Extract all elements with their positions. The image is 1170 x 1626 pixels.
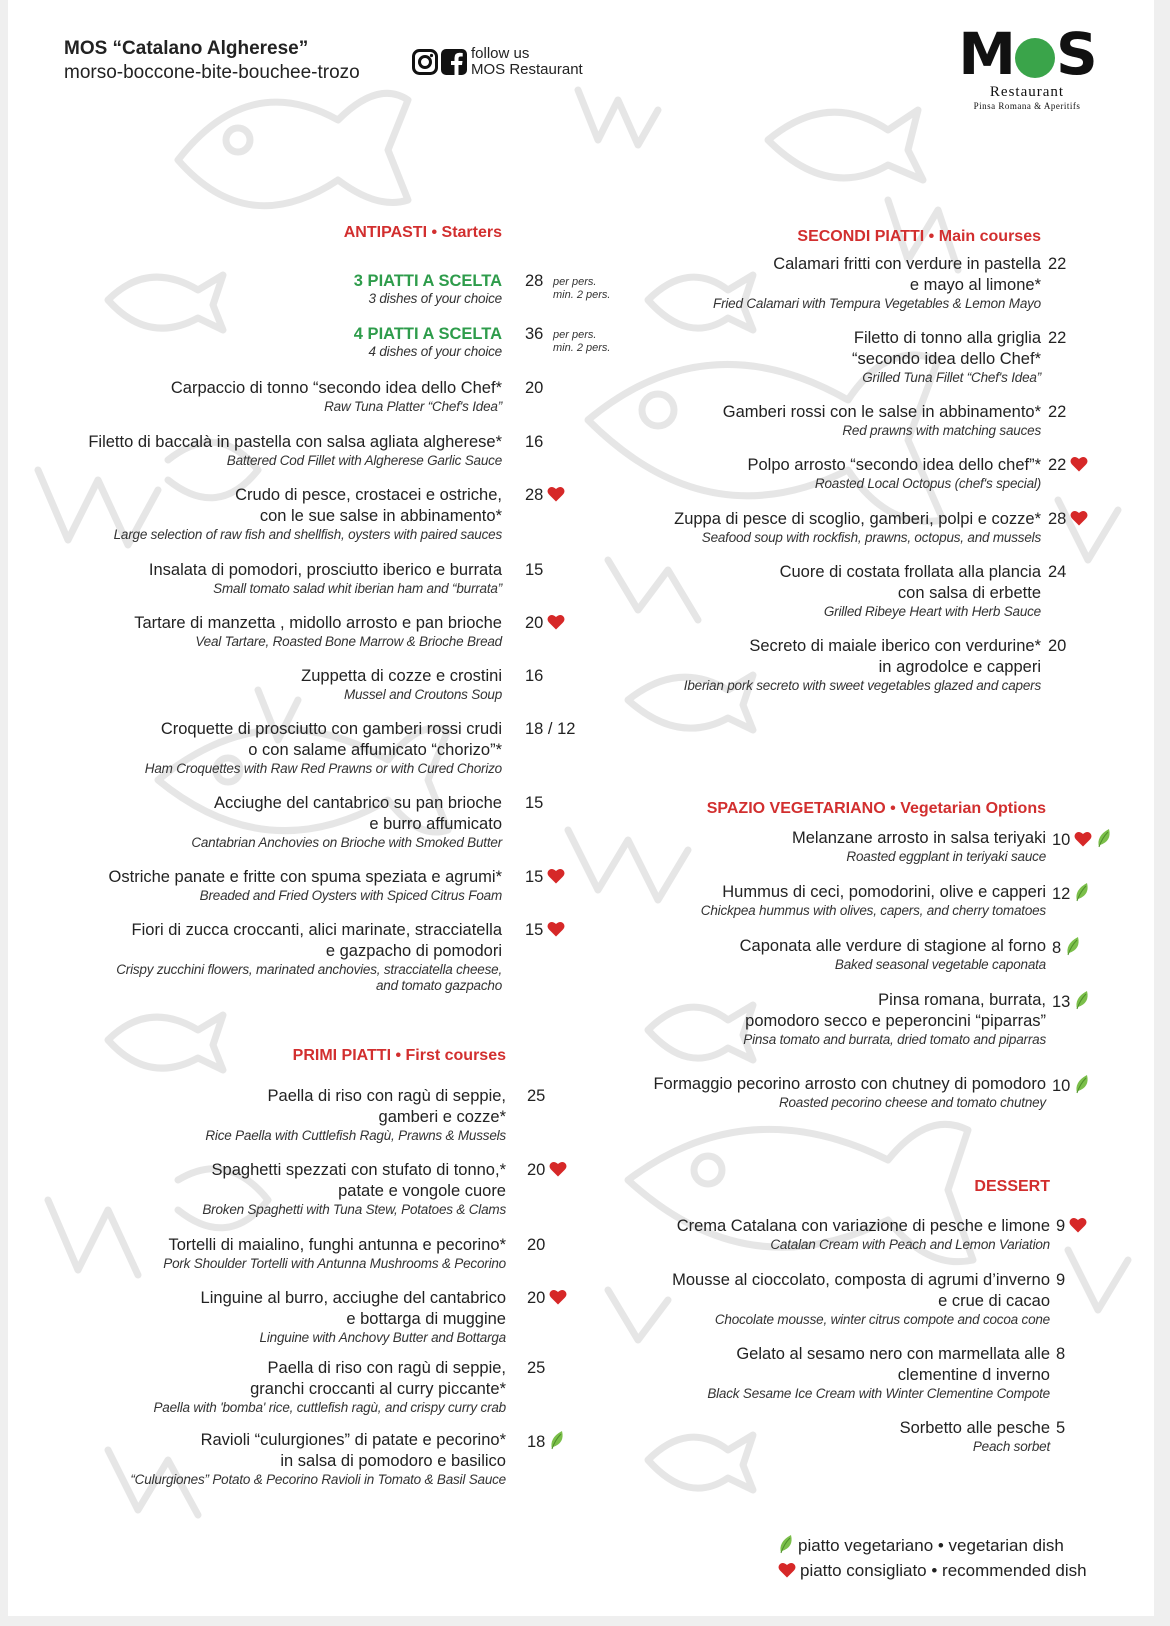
heart-icon [549, 1289, 567, 1305]
menu-item [8, 1430, 506, 1488]
item-name: Mousse al cioccolato, composta di agrumi d’inverno e crue di cacao [672, 1271, 1050, 1310]
item-description-en: Large selection of raw fish and shellfish, oysters with paired sauces [113, 527, 502, 542]
section-heading-dessert: DESSERT [974, 1178, 1050, 1195]
item-name: Gamberi rossi con le salse in abbinamento* [722, 403, 1041, 421]
legend-recommended: piatto consigliato • recommended dish [778, 1561, 1087, 1581]
brand-subtitle: morso-boccone-bite-bouchee-trozo [64, 62, 360, 83]
item-name: Polpo arrosto “secondo idea dello chef”* [747, 456, 1041, 474]
item-price: 5 [1056, 1419, 1066, 1437]
heart-icon [1070, 510, 1088, 526]
leaf-icon [1074, 1074, 1090, 1094]
item-description-en: Mussel and Croutons Soup [343, 687, 502, 702]
menu-item [8, 867, 502, 904]
heart-icon [547, 486, 565, 502]
item-description-en: Roasted Local Octopus (chef's special) [814, 476, 1041, 491]
item-price: 20 [525, 379, 544, 397]
item-name: Zuppetta di cozze e crostini [301, 667, 502, 685]
menu-item [581, 455, 1041, 492]
item-price: 12 [1052, 882, 1090, 905]
item-description-en: Grilled Tuna Fillet “Chef's Idea” [862, 370, 1041, 385]
leaf-icon [778, 1534, 794, 1554]
item-description-en: Baked seasonal vegetable caponata [834, 957, 1046, 972]
item-price: 20 [527, 1288, 567, 1309]
item-description-en: Chocolate mousse, winter citrus compote and cocoa cone [714, 1312, 1050, 1327]
section-heading-vegetariano: SPAZIO VEGETARIANO • Vegetarian Options [706, 800, 1046, 817]
menu-item [8, 560, 502, 597]
logo-wordmark: M S [958, 20, 1096, 88]
item-price: 20 [1048, 637, 1067, 655]
item-name: Paella di riso con ragù di seppie, granchi croccanti al curry piccante* [250, 1359, 506, 1398]
per-person-note: per pers. min. 2 pers. [553, 329, 611, 354]
item-price: 36 [525, 325, 544, 343]
item-description-en: Peach sorbet [972, 1439, 1050, 1454]
menu-item [8, 485, 502, 543]
item-description-en: Catalan Cream with Peach and Lemon Variation [770, 1237, 1050, 1252]
item-description-en: Breaded and Fried Oysters with Spiced Citrus Foam [199, 888, 502, 903]
item-price: 10 [1052, 828, 1112, 851]
follow-us-text: follow us MOS Restaurant [471, 45, 583, 78]
menu-item [581, 328, 1041, 386]
item-description-en: Cantabrian Anchovies on Brioche with Smoked Butter [191, 835, 502, 850]
item-description-en: Roasted pecorino cheese and tomato chutney [778, 1095, 1046, 1110]
item-description-en: Battered Cod Fillet with Algherese Garlic Sauce [226, 453, 502, 468]
item-description-en: Small tomato salad whit iberian ham and “burrata” [213, 581, 502, 596]
item-name: Pinsa romana, burrata, pomodoro secco e peperoncini “piparras” [745, 991, 1046, 1030]
heart-icon [547, 921, 565, 937]
item-description-en: Raw Tuna Platter “Chef's Idea” [324, 399, 502, 414]
restaurant-logo [952, 20, 1102, 111]
menu-item [590, 1418, 1050, 1455]
brand-header [64, 38, 360, 84]
logo-tagline: Pinsa Romana & Aperitifs [973, 101, 1081, 111]
item-price: 22 [1048, 255, 1067, 273]
section-heading-antipasti: ANTIPASTI • Starters [343, 224, 502, 241]
logo-green-circle [1015, 38, 1055, 78]
item-name: Filetto di tonno alla griglia “secondo idea dello Chef* [852, 329, 1041, 368]
item-name: Gelato al sesamo nero con marmellata alle clementine d inverno [736, 1345, 1050, 1384]
item-description-en: Red prawns with matching sauces [842, 423, 1041, 438]
per-person-note: per pers. min. 2 pers. [553, 276, 611, 301]
item-price: 25 [527, 1359, 546, 1377]
item-description-en: Pork Shoulder Tortelli with Antunna Mushrooms & Pecorino [163, 1256, 506, 1271]
item-description-en: Roasted eggplant in teriyaki sauce [846, 849, 1046, 864]
item-price: 16 [525, 433, 544, 451]
menu-item [8, 1358, 506, 1416]
menu-item [8, 432, 502, 469]
item-name: Ravioli “culurgiones” di patate e pecorino* in salsa di pomodoro e basilico [200, 1431, 506, 1470]
item-name: Crudo di pesce, crostacei e ostriche, con le sue salse in abbinamento* [235, 486, 502, 525]
menu-item [8, 920, 502, 994]
item-description-en: Grilled Ribeye Heart with Herb Sauce [823, 604, 1041, 619]
item-name: Calamari fritti con verdure in pastella e mayo al limone* [773, 255, 1041, 294]
item-description-en: Seafood soup with rockfish, prawns, octopus, and mussels [701, 530, 1041, 545]
item-name: Fiori di zucca croccanti, alici marinate, stracciatella e gazpacho di pomodori [131, 921, 502, 960]
menu-item [581, 254, 1041, 312]
menu-item [8, 666, 502, 703]
heart-icon [1074, 831, 1092, 847]
item-price: 24 [1048, 563, 1067, 581]
item-description-en: Ham Croquettes with Raw Red Prawns or with Cured Chorizo [144, 761, 502, 776]
heart-icon [778, 1562, 796, 1578]
item-name: Spaghetti spezzati con stufato di tonno,* patate e vongole cuore [211, 1161, 506, 1200]
item-description-en: Paella with 'bomba' rice, cuttlefish ragù, and crispy curry crab [153, 1400, 506, 1415]
item-name: Carpaccio di tonno “secondo idea dello Chef* [170, 379, 502, 397]
menu-item [8, 378, 502, 415]
heart-icon [1070, 456, 1088, 472]
menu-item [586, 990, 1046, 1048]
item-description-en: “Culurgiones” Potato & Pecorino Ravioli in Tomato & Basil Sauce [130, 1472, 506, 1487]
item-name: Tartare di manzetta , midollo arrosto e pan brioche [134, 614, 502, 632]
menu-item [8, 613, 502, 650]
menu-item [581, 509, 1041, 546]
item-price: 16 [525, 667, 544, 685]
item-name: Paella di riso con ragù di seppie, gamberi e cozze* [267, 1087, 506, 1126]
item-name: Crema Catalana con variazione di pesche e limone [676, 1217, 1050, 1235]
item-name: Insalata di pomodori, prosciutto iberico e burrata [148, 561, 502, 579]
menu-item [8, 1160, 506, 1218]
menu-item [590, 1344, 1050, 1402]
item-price: 9 [1056, 1271, 1066, 1289]
item-name: Cuore di costata frollata alla plancia con salsa di erbette [779, 563, 1041, 602]
item-price: 9 [1056, 1216, 1087, 1237]
social-links[interactable] [412, 46, 583, 78]
item-price: 15 [525, 794, 544, 812]
item-description-en: Chickpea hummus with olives, capers, and cherry tomatoes [700, 903, 1046, 918]
menu-item [8, 1086, 506, 1144]
item-description-en: Crispy zucchini flowers, marinated anchovies, stracciatella cheese, and tomato gazpacho [116, 962, 502, 993]
item-description-en: Broken Spaghetti with Tuna Stew, Potatoes & Clams [202, 1202, 506, 1217]
facebook-icon[interactable] [441, 49, 467, 75]
menu-item [581, 636, 1041, 694]
item-name: Melanzane arrosto in salsa teriyaki [791, 829, 1046, 847]
item-price: 20 [527, 1236, 546, 1254]
section-heading-primi: PRIMI PIATTI • First courses [292, 1047, 506, 1064]
item-description-en: Black Sesame Ice Cream with Winter Clementine Compote [707, 1386, 1050, 1401]
logo-restaurant: Restaurant [989, 84, 1065, 100]
item-name: Acciughe del cantabrico su pan brioche e burro affumicato [213, 794, 502, 833]
brand-title: MOS “Catalano Algherese” [64, 38, 309, 59]
item-name: Tortelli di maialino, funghi antunna e pecorino* [168, 1236, 506, 1254]
item-name: Caponata alle verdure di stagione al forno [739, 937, 1046, 955]
menu-item [8, 719, 502, 777]
item-name: Formaggio pecorino arrosto con chutney di pomodoro [653, 1075, 1046, 1093]
menu-item [8, 793, 502, 851]
item-price: 13 [1052, 990, 1090, 1013]
leaf-icon [1074, 990, 1090, 1010]
leaf-icon [1065, 936, 1081, 956]
item-name: Filetto di baccalà in pastella con salsa agliata algherese* [88, 433, 502, 451]
heart-icon [1069, 1217, 1087, 1233]
item-description-en: Linguine with Anchovy Butter and Bottarga [259, 1330, 506, 1345]
leaf-icon [1074, 882, 1090, 902]
menu-item [581, 562, 1041, 620]
item-description-en: Veal Tartare, Roasted Bone Marrow & Brioche Bread [195, 634, 502, 649]
instagram-icon[interactable] [412, 49, 438, 75]
item-name: Hummus di ceci, pomodorini, olive e capperi [722, 883, 1046, 901]
menu-item [590, 1216, 1050, 1253]
heart-icon [547, 614, 565, 630]
item-name: Sorbetto alle pesche [899, 1419, 1050, 1437]
item-name: Linguine al burro, acciughe del cantabrico e bottarga di muggine [200, 1289, 506, 1328]
item-description-en: Pinsa tomato and burrata, dried tomato and piparras [743, 1032, 1046, 1047]
item-name: Zuppa di pesce di scoglio, gamberi, polpi e cozze* [674, 510, 1041, 528]
heart-icon [549, 1161, 567, 1177]
item-name: Croquette di prosciutto con gamberi rossi crudi o con salame affumicato “chorizo”* [160, 720, 502, 759]
item-price: 18 / 12 [525, 720, 576, 738]
menu-page [8, 0, 1154, 1616]
item-price: 8 [1056, 1345, 1066, 1363]
menu-item [586, 882, 1046, 919]
menu-item: 3 PIATTI A SCELTA 3 dishes of your choice [353, 272, 502, 306]
menu-item [8, 1235, 506, 1272]
item-price: 20 [525, 613, 565, 634]
item-description-en: Rice Paella with Cuttlefish Ragù, Prawns & Mussels [205, 1128, 506, 1143]
menu-item [590, 1270, 1050, 1328]
leaf-icon [1096, 828, 1112, 848]
item-price: 20 [527, 1160, 567, 1181]
menu-item [586, 936, 1046, 973]
item-price: 8 [1052, 936, 1081, 959]
item-price: 15 [525, 920, 565, 941]
item-price: 28 [525, 272, 544, 290]
item-price: 28 [525, 485, 565, 506]
leaf-icon [549, 1430, 565, 1450]
menu-item [586, 828, 1046, 865]
item-description-en: Iberian pork secreto with sweet vegetables glazed and capers [683, 678, 1041, 693]
item-price: 25 [527, 1087, 546, 1105]
menu-item [581, 402, 1041, 439]
menu-item: 4 PIATTI A SCELTA 4 dishes of your choice [353, 325, 502, 359]
item-name: Secreto di maiale iberico con verdurine* in agrodolce e capperi [749, 637, 1041, 676]
menu-item [586, 1074, 1046, 1111]
item-price: 22 [1048, 403, 1067, 421]
item-price: 10 [1052, 1074, 1090, 1097]
menu-item [8, 1288, 506, 1346]
item-price: 15 [525, 867, 565, 888]
legend-vegetarian: piatto vegetariano • vegetarian dish [778, 1534, 1064, 1556]
item-price: 28 [1048, 509, 1088, 530]
item-description-en: Fried Calamari with Tempura Vegetables & Lemon Mayo [713, 296, 1041, 311]
item-price: 22 [1048, 329, 1067, 347]
item-price: 15 [525, 561, 544, 579]
item-name: Ostriche panate e fritte con spuma speziata e agrumi* [108, 868, 502, 886]
section-heading-secondi: SECONDI PIATTI • Main courses [797, 228, 1041, 245]
item-price: 22 [1048, 455, 1088, 476]
item-price: 18 [527, 1430, 565, 1453]
heart-icon [547, 868, 565, 884]
